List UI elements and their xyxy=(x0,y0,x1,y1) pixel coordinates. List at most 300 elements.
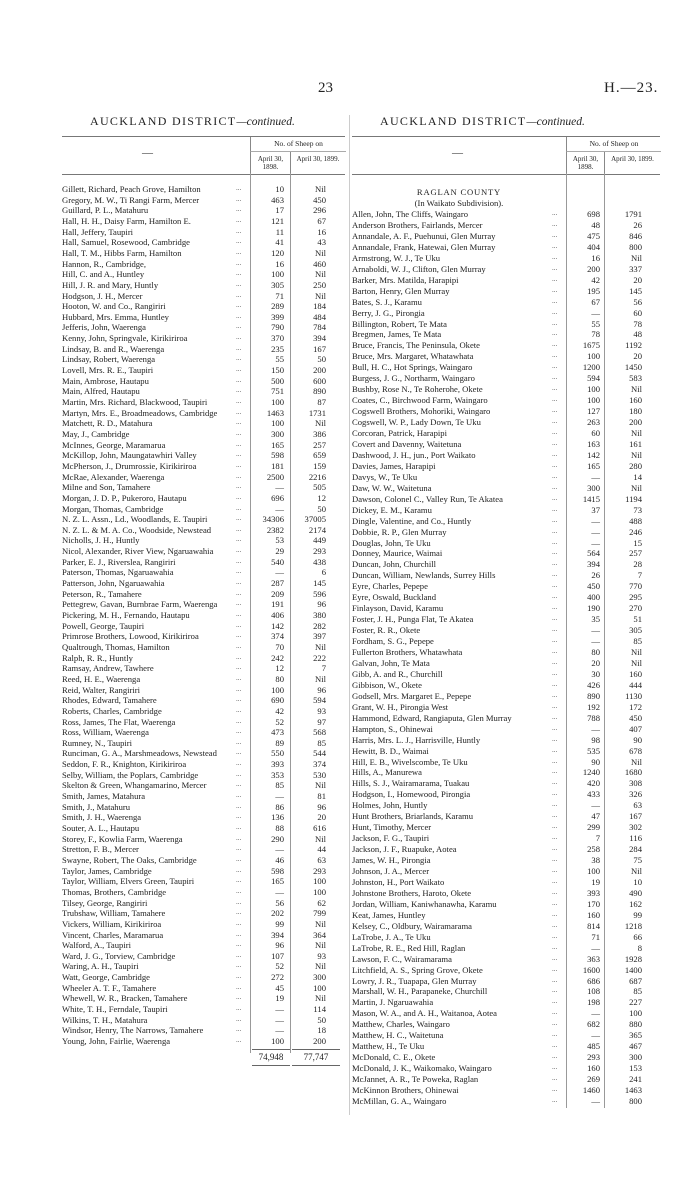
sheep-1899: 81 xyxy=(317,791,326,802)
sheep-1899: 1928 xyxy=(624,953,642,964)
sheep-1898: 35 xyxy=(591,614,600,625)
table-row xyxy=(352,822,660,833)
owner-name: Matthew, Charles, Waingaro xyxy=(352,1019,450,1030)
leader-dots xyxy=(552,527,557,535)
table-row xyxy=(352,209,660,220)
sheep-1898: 26 xyxy=(591,570,600,581)
sheep-1899: 60 xyxy=(633,307,642,318)
owner-name: Cogswell, W. P., Lady Down, Te Uku xyxy=(352,417,481,428)
leader-dots xyxy=(236,919,241,927)
leader-dots xyxy=(552,965,557,973)
sheep-1899: 63 xyxy=(317,854,326,865)
table-row xyxy=(352,1019,660,1030)
sheep-1898: 363 xyxy=(587,953,600,964)
sheep-1899: 200 xyxy=(313,365,326,376)
sheep-1898: — xyxy=(591,723,600,734)
owner-name: Anderson Brothers, Fairlands, Mercer xyxy=(352,219,483,230)
owner-name: Smith, James, Matahura xyxy=(62,791,146,802)
owner-name: Kenny, John, Springvale, Kirikiriroa xyxy=(62,333,188,344)
page-reference: H.—23. xyxy=(604,80,659,96)
sheep-1899: 56 xyxy=(633,296,642,307)
leader-dots xyxy=(552,516,557,524)
owner-name: McRae, Alexander, Waerenga xyxy=(62,471,165,482)
sheep-1899: 43 xyxy=(317,237,326,248)
sheep-1899: 28 xyxy=(633,559,642,570)
sheep-1898: 598 xyxy=(271,450,284,461)
owner-name: Wilkins, T. H., Matahura xyxy=(62,1014,148,1025)
owner-name: Dobbie, R. P., Glen Murray xyxy=(352,526,447,537)
owner-name: Duncan, John, Churchill xyxy=(352,559,437,570)
sheep-1899: 594 xyxy=(313,695,326,706)
leader-dots xyxy=(552,395,557,403)
table-row xyxy=(352,483,660,494)
sheep-1898: 165 xyxy=(271,876,284,887)
sheep-1899: 160 xyxy=(629,668,642,679)
table-row xyxy=(352,844,660,855)
table-row xyxy=(352,505,660,516)
sheep-1898: 107 xyxy=(271,950,284,961)
sheep-1899: 296 xyxy=(313,205,326,216)
table-row xyxy=(352,767,660,778)
sheep-1899: 799 xyxy=(313,908,326,919)
sheep-1899: 305 xyxy=(629,625,642,636)
sheep-1899: Nil xyxy=(631,384,642,395)
sheep-group-header: No. of Sheep on xyxy=(250,137,346,152)
sheep-1899: 300 xyxy=(629,1052,642,1063)
leader-dots xyxy=(236,599,241,607)
leader-dots xyxy=(236,567,241,575)
table-row xyxy=(352,669,660,680)
leader-dots xyxy=(236,504,241,512)
owner-name: Lawson, F. C., Wairamarama xyxy=(352,953,452,964)
sheep-1898: 100 xyxy=(587,866,600,876)
sheep-1899: Nil xyxy=(315,290,326,301)
sheep-1898: 374 xyxy=(271,631,284,642)
leader-dots xyxy=(236,578,241,586)
sheep-1899: 1680 xyxy=(624,767,642,778)
leader-dots xyxy=(552,735,557,743)
table-row xyxy=(62,472,345,483)
sheep-1898: 42 xyxy=(275,705,284,716)
sheep-1899: 100 xyxy=(313,886,326,897)
leader-dots xyxy=(236,844,241,852)
sheep-1899: 308 xyxy=(629,778,642,789)
sheep-1898: 2382 xyxy=(266,524,284,535)
leader-dots xyxy=(236,344,241,352)
sheep-1899: 99 xyxy=(633,909,642,920)
sheep-1899: 364 xyxy=(313,929,326,940)
leader-dots xyxy=(236,717,241,725)
sheep-1898: — xyxy=(591,1095,600,1106)
sheep-1898: 263 xyxy=(587,417,600,428)
leader-dots xyxy=(552,877,557,885)
sheep-1899: Nil xyxy=(631,756,642,767)
owner-name: McDonald, C. E., Okete xyxy=(352,1052,436,1063)
leader-dots xyxy=(236,450,241,458)
sheep-1899: 18 xyxy=(317,1025,326,1036)
sheep-1899: 687 xyxy=(629,975,642,986)
sheep-1898: 550 xyxy=(271,748,284,759)
sheep-1898: 86 xyxy=(275,801,284,812)
sheep-1899: 2174 xyxy=(308,524,326,535)
leader-dots xyxy=(552,220,557,228)
leader-dots xyxy=(552,943,557,951)
owner-name: Taylor, James, Cambridge xyxy=(62,865,152,876)
leader-dots xyxy=(552,308,557,316)
sheep-1898: 45 xyxy=(275,982,284,993)
leader-dots xyxy=(236,322,241,330)
leader-dots xyxy=(552,1074,557,1082)
sheep-1898: 1240 xyxy=(582,767,600,778)
owner-name: Finlayson, David, Karamu xyxy=(352,603,444,614)
table-row xyxy=(62,844,345,855)
table-row xyxy=(352,231,660,242)
sheep-1899: 227 xyxy=(629,997,642,1008)
sheep-1899: Nil xyxy=(315,673,326,684)
leader-dots xyxy=(552,603,557,611)
owner-name: Litchfield, A. S., Spring Grove, Okete xyxy=(352,964,483,975)
table-row xyxy=(62,259,345,270)
sheep-1898: 393 xyxy=(271,759,284,770)
owner-name: Souter, A. L., Hautapu xyxy=(62,823,140,833)
sheep-1899: 85 xyxy=(633,636,642,647)
owner-name: Dawson, Colonel C., Valley Run, Te Akatea xyxy=(352,493,503,504)
sheep-1898: 598 xyxy=(271,865,284,876)
sheep-1898: 272 xyxy=(271,972,284,983)
owner-name: Qualtrough, Thomas, Hamilton xyxy=(62,641,170,652)
sheep-1898: 463 xyxy=(271,194,284,205)
leader-dots xyxy=(236,1015,241,1023)
leader-dots xyxy=(552,439,557,447)
table-row xyxy=(62,961,345,972)
table-row xyxy=(352,811,660,822)
leader-dots xyxy=(552,319,557,327)
sheep-1898: 100 xyxy=(587,351,600,362)
sheep-1898: — xyxy=(275,1004,284,1015)
table-row xyxy=(62,599,345,610)
owner-name: Ralph, R. R., Huntly xyxy=(62,652,133,663)
owner-name: N. Z. L. Assn., Ld., Woodlands, E. Taupiri xyxy=(62,514,208,525)
owner-name: Barker, Mrs. Matilda, Harapipi xyxy=(352,274,459,285)
owner-name: Hill, C. and A., Huntley xyxy=(62,269,145,280)
sheep-1899: 97 xyxy=(317,716,326,727)
sheep-1898: 475 xyxy=(587,230,600,241)
table-row xyxy=(352,494,660,505)
sheep-1898: 202 xyxy=(271,908,284,919)
owner-name: May, J., Cambridge xyxy=(62,428,130,439)
owner-name: Martin, J. Ngaruawahia xyxy=(352,997,434,1008)
sheep-1899: 51 xyxy=(633,614,642,625)
leader-dots xyxy=(552,844,557,852)
sheep-1898: 121 xyxy=(271,215,284,226)
sheep-1898: — xyxy=(591,471,600,482)
sheep-1898: 192 xyxy=(587,701,600,712)
sheep-1899: 10 xyxy=(633,876,642,887)
owner-name: Parker, E. J., Riverslea, Rangiriri xyxy=(62,556,176,567)
table-row xyxy=(62,993,345,1004)
table-row xyxy=(62,376,345,387)
table-row xyxy=(62,717,345,728)
owner-name: Matthew, H., Te Uku xyxy=(352,1041,425,1052)
sheep-1898: 80 xyxy=(275,673,284,684)
table-row xyxy=(352,592,660,603)
col-1899-header: April 30, 1899. xyxy=(290,152,345,174)
leader-dots xyxy=(236,429,241,437)
table-row xyxy=(352,472,660,483)
table-row xyxy=(352,899,660,910)
table-row xyxy=(352,713,660,724)
sheep-1899: 14 xyxy=(633,471,642,482)
sheep-1899: Nil xyxy=(315,918,326,929)
table-row xyxy=(352,275,660,286)
owner-name: Rumney, N., Taupiri xyxy=(62,737,133,748)
owner-name: Storey, F., Kowlia Farm, Waerenga xyxy=(62,833,183,844)
owner-name: Covert and Davenny, Waitetuna xyxy=(352,438,462,449)
table-row xyxy=(62,184,345,195)
sheep-1898: 293 xyxy=(587,1052,600,1063)
sheep-1899: 6 xyxy=(321,567,326,578)
owner-name: Donney, Maurice, Waimai xyxy=(352,548,443,559)
total-1899: 77,747 xyxy=(292,1049,340,1066)
leader-dots xyxy=(236,802,241,810)
owner-name: Corcoran, Patrick, Harapipi xyxy=(352,428,447,438)
sheep-1898: 56 xyxy=(275,897,284,908)
table-row xyxy=(62,823,345,834)
sheep-1898: 71 xyxy=(591,931,600,942)
table-row xyxy=(62,408,345,419)
sheep-1899: 37005 xyxy=(304,514,326,525)
sheep-1899: Nil xyxy=(631,449,642,460)
sheep-1899: 20 xyxy=(633,274,642,285)
leader-dots xyxy=(236,791,241,799)
sheep-1898: 100 xyxy=(271,684,284,695)
owner-name: Hills, A., Manurewa xyxy=(352,767,422,778)
sheep-1899: Nil xyxy=(315,184,326,194)
sheep-1898: 433 xyxy=(587,789,600,800)
owner-name: Barton, Henry, Glen Murray xyxy=(352,285,450,296)
sheep-1898: 242 xyxy=(271,652,284,663)
owner-name: Guillard, P. L., Matahuru xyxy=(62,205,149,216)
sheep-1899: Nil xyxy=(631,252,642,263)
table-row xyxy=(62,951,345,962)
sheep-1899: 96 xyxy=(317,599,326,610)
sheep-1898: 1460 xyxy=(582,1085,600,1095)
sheep-1898: 790 xyxy=(271,322,284,333)
owner-name: James, W. H., Pirongia xyxy=(352,855,431,866)
owner-name: LaTrobe, J. A., Te Uku xyxy=(352,931,431,942)
leader-dots xyxy=(552,1030,557,1038)
sheep-1898: 305 xyxy=(271,279,284,290)
sheep-1898: 300 xyxy=(587,482,600,493)
page-number: 23 xyxy=(318,80,333,96)
table-row xyxy=(62,855,345,866)
table-row xyxy=(352,702,660,713)
leader-dots xyxy=(552,789,557,797)
leader-dots xyxy=(236,333,241,341)
sheep-1898: — xyxy=(275,567,284,578)
owner-name: Ramsay, Andrew, Tawhere xyxy=(62,663,154,674)
owner-name: Bregmen, James, Te Mata xyxy=(352,329,442,340)
sheep-1898: — xyxy=(275,503,284,514)
sheep-1899: 7 xyxy=(637,570,642,581)
table-row xyxy=(352,965,660,976)
table-row xyxy=(352,800,660,811)
sheep-1898: 540 xyxy=(271,556,284,567)
owner-name: Hunt, Timothy, Mercer xyxy=(352,822,432,833)
table-row xyxy=(62,237,345,248)
owner-name: Nicholls, J. H., Huntly xyxy=(62,535,140,546)
leader-dots xyxy=(552,264,557,272)
leader-dots xyxy=(236,280,241,288)
table-row xyxy=(62,546,345,557)
owner-name: Annandale, Frank, Hatewai, Glen Murray xyxy=(352,241,496,252)
sheep-1898: 78 xyxy=(591,329,600,340)
leader-dots xyxy=(552,1008,557,1016)
table-row xyxy=(352,997,660,1008)
table-row xyxy=(352,450,660,461)
table-row xyxy=(62,674,345,685)
owner-name: Lindsay, B. and R., Waerenga xyxy=(62,343,165,354)
table-row xyxy=(62,344,345,355)
sheep-1899: 114 xyxy=(313,1004,326,1015)
table-row xyxy=(352,548,660,559)
owner-name: Stretton, F. B., Mercer xyxy=(62,844,139,855)
owner-name: Morgan, J. D. P., Pukeroro, Hautapu xyxy=(62,492,187,503)
sheep-1899: Nil xyxy=(631,657,642,668)
sheep-1899: 145 xyxy=(313,578,326,589)
sheep-1899: 450 xyxy=(629,712,642,723)
table-row xyxy=(62,940,345,951)
sheep-1898: 814 xyxy=(587,920,600,931)
sheep-1899: Nil xyxy=(631,428,642,438)
table-row xyxy=(352,362,660,373)
leader-dots xyxy=(552,658,557,666)
owner-name: Vincent, Charles, Maramarua xyxy=(62,929,164,940)
sheep-1898: 7 xyxy=(595,833,600,844)
sheep-1899: 407 xyxy=(629,723,642,734)
sheep-1899: 530 xyxy=(313,769,326,780)
sheep-1899: 880 xyxy=(629,1019,642,1030)
table-row xyxy=(62,578,345,589)
owner-name: McKillop, John, Maungatawhiri Valley xyxy=(62,450,197,461)
table-row xyxy=(62,695,345,706)
table-row xyxy=(62,301,345,312)
leader-dots xyxy=(552,297,557,305)
sheep-1899: 386 xyxy=(313,428,326,439)
leader-dots xyxy=(552,1085,557,1093)
table-row xyxy=(62,354,345,365)
sheep-1899: 162 xyxy=(629,898,642,909)
table-row xyxy=(352,461,660,472)
sheep-1898: — xyxy=(591,307,600,318)
sheep-1899: 374 xyxy=(313,759,326,770)
sheep-1898: 400 xyxy=(587,592,600,603)
owner-name: Reed, H. E., Waerenga xyxy=(62,673,141,684)
sheep-1898: 120 xyxy=(271,247,284,258)
leader-dots xyxy=(236,365,241,373)
owner-name: Milne and Son, Tamahere xyxy=(62,482,151,493)
owner-name: Jackson, J. F., Ruapuke, Aotea xyxy=(352,844,457,855)
sheep-1898: — xyxy=(591,800,600,811)
table-row xyxy=(352,910,660,921)
table-row xyxy=(352,1085,660,1096)
sheep-1899: 488 xyxy=(629,515,642,526)
table-row xyxy=(62,610,345,621)
owner-name: Cogswell Brothers, Mohoriki, Waingaro xyxy=(352,406,491,417)
table-row xyxy=(62,195,345,206)
sheep-1898: 85 xyxy=(275,780,284,791)
sheep-1899: 167 xyxy=(313,343,326,354)
sheep-1898: — xyxy=(591,1008,600,1019)
sheep-1899: 1192 xyxy=(625,340,642,351)
table-row xyxy=(352,417,660,428)
sheep-1898: 399 xyxy=(271,311,284,322)
table-row xyxy=(352,778,660,789)
leader-dots xyxy=(552,1063,557,1071)
sheep-1899: 1731 xyxy=(308,407,326,418)
sheep-1899: 44 xyxy=(317,844,326,855)
sheep-1898: — xyxy=(275,844,284,855)
owner-name: Peterson, R., Tamahere xyxy=(62,588,142,599)
leader-dots xyxy=(552,986,557,994)
sheep-1898: 190 xyxy=(587,603,600,614)
leader-dots xyxy=(552,384,557,392)
sheep-1898: 37 xyxy=(591,504,600,515)
sheep-1899: 800 xyxy=(629,1095,642,1106)
sheep-1899: 490 xyxy=(629,887,642,898)
leader-dots xyxy=(236,972,241,980)
owner-name: Roberts, Charles, Cambridge xyxy=(62,705,162,716)
leader-dots xyxy=(236,589,241,597)
leader-dots xyxy=(552,976,557,984)
table-row xyxy=(352,636,660,647)
table-row xyxy=(62,887,345,898)
sheep-1899: 295 xyxy=(629,592,642,603)
sheep-1898: 393 xyxy=(587,887,600,898)
sheep-1899: Nil xyxy=(631,482,642,493)
leader-dots xyxy=(236,834,241,842)
owner-name: Godsell, Mrs. Margaret E., Pepepe xyxy=(352,690,472,701)
sheep-1898: 300 xyxy=(271,428,284,439)
leader-dots xyxy=(552,866,557,874)
leader-dots xyxy=(552,855,557,863)
sheep-1899: 250 xyxy=(313,279,326,290)
sheep-1899: 100 xyxy=(313,982,326,993)
table-row xyxy=(62,493,345,504)
sheep-1898: 686 xyxy=(587,975,600,986)
sheep-1899: 784 xyxy=(313,322,326,333)
leader-dots xyxy=(236,546,241,554)
sheep-1899: 26 xyxy=(633,219,642,230)
sheep-1899: 484 xyxy=(313,311,326,322)
owner-name: Foster, R. R., Okete xyxy=(352,625,421,636)
leader-dots xyxy=(236,376,241,384)
sheep-1898: — xyxy=(275,791,284,802)
table-row xyxy=(62,663,345,674)
sheep-1898: 29 xyxy=(275,546,284,557)
sheep-1898: 258 xyxy=(587,844,600,855)
table-row xyxy=(62,450,345,461)
table-row xyxy=(62,898,345,909)
leader-dots xyxy=(552,209,557,217)
table-row xyxy=(62,908,345,919)
sheep-1899: 1218 xyxy=(624,920,642,931)
leader-dots xyxy=(552,275,557,283)
owner-name: Martyn, Mrs. E., Broadmeadows, Cambridge xyxy=(62,407,218,418)
sheep-1898: 1675 xyxy=(582,340,600,351)
owner-name: Dashwood, J. H., jun., Port Waikato xyxy=(352,449,476,460)
owner-name: Smith, J. H., Waerenga xyxy=(62,812,142,823)
